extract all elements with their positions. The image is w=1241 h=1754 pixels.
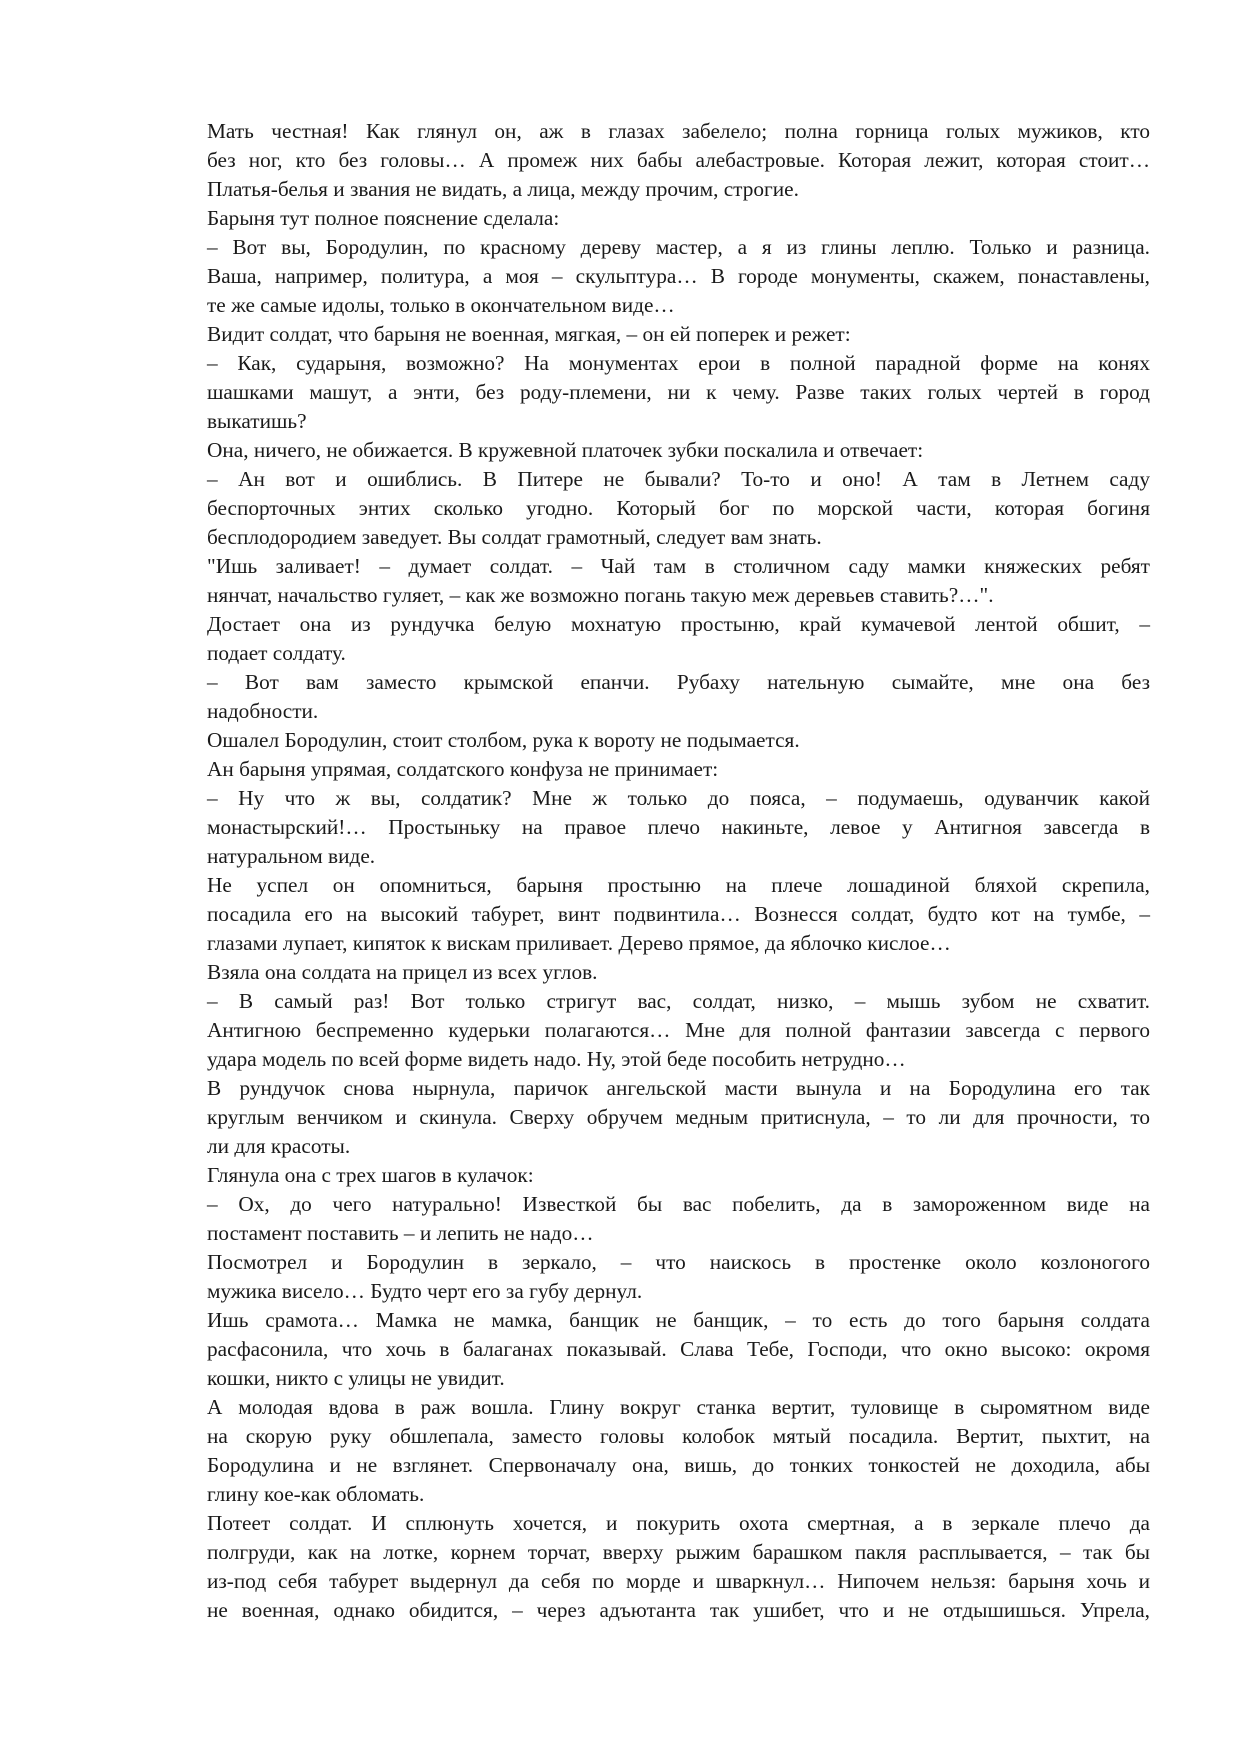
paragraph: [148, 1393, 1150, 1509]
page-text: [148, 117, 1150, 1625]
text-line: Посмотрел и Бородулин в зеркало, – что наискось в простенке около козлоногого: [207, 1250, 1150, 1274]
text-line: В рундучок снова нырнула, паричок ангельской масти вынула и на Бородулина его так: [207, 1076, 1150, 1100]
text-line: выкатишь?: [207, 409, 307, 433]
paragraph: [148, 755, 1150, 784]
text-line: на скорую руку обшлепала, заместо головы колобок мятый посадила. Вертит, пыхтит, на: [207, 1424, 1150, 1448]
paragraph: [148, 117, 1150, 204]
text-line: нянчат, начальство гуляет, – как же возможно погань такую меж деревьев ставить?…".: [207, 583, 994, 607]
paragraph: [148, 726, 1150, 755]
text-line: Глянула она с трех шагов в кулачок:: [207, 1163, 534, 1187]
paragraph: [148, 204, 1150, 233]
text-line: Она, ничего, не обижается. В кружевной платочек зубки поскалила и отвечает:: [207, 438, 924, 462]
paragraph: [148, 958, 1150, 987]
text-line: – Вот вы, Бородулин, по красному дереву мастер, а я из глины леплю. Только и разница.: [207, 235, 1150, 259]
text-line: "Ишь заливает! – думает солдат. – Чай там в столичном саду мамки княжеских ребят: [207, 554, 1150, 578]
paragraph: [148, 1509, 1150, 1625]
text-line: глазами лупает, кипяток к вискам приливает. Дерево прямое, да яблочко кислое…: [207, 931, 951, 955]
text-line: постамент поставить – и лепить не надо…: [207, 1221, 594, 1245]
text-line: Ишь срамота… Мамка не мамка, банщик не банщик, – то есть до того барыня солдата: [207, 1308, 1150, 1332]
paragraph: [148, 610, 1150, 668]
paragraph: [148, 552, 1150, 610]
text-line: Не успел он опомниться, барыня простыню на плече лошадиной бляхой скрепила,: [207, 873, 1150, 897]
text-line: посадила его на высокий табурет, винт подвинтила… Вознесся солдат, будто кот на тумбе, –: [207, 902, 1150, 926]
text-line: – Как, сударыня, возможно? На монументах ерои в полной парадной форме на конях: [207, 351, 1150, 375]
text-line: А молодая вдова в раж вошла. Глину вокруг станка вертит, туловище в сыромятном виде: [207, 1395, 1150, 1419]
text-line: ли для красоты.: [207, 1134, 351, 1158]
paragraph: [148, 871, 1150, 958]
text-line: из-под себя табурет выдернул да себя по морде и шваркнул… Нипочем нельзя: барыня хочь и: [207, 1569, 1150, 1593]
text-line: Платья-белья и звания не видать, а лица, между прочим, строгие.: [207, 177, 799, 201]
text-line: Ан барыня упрямая, солдатского конфуза не принимает:: [207, 757, 719, 781]
text-line: круглым венчиком и скинула. Сверху обручем медным притиснула, – то ли для прочности, то: [207, 1105, 1150, 1129]
text-line: Мать честная! Как глянул он, аж в глазах забелело; полна горница голых мужиков, кто: [207, 119, 1150, 143]
text-line: подает солдату.: [207, 641, 346, 665]
text-line: бесплодородием заведует. Вы солдат грамотный, следует вам знать.: [207, 525, 822, 549]
text-line: Антигною беспременно кудерьки полагаются… Мне для полной фантазии завсегда с первого: [207, 1018, 1150, 1042]
paragraph: [148, 320, 1150, 349]
text-line: Потеет солдат. И сплюнуть хочется, и покурить охота смертная, а в зеркале плечо да: [207, 1511, 1150, 1535]
text-line: натуральном виде.: [207, 844, 376, 868]
text-line: – Ну что ж вы, солдатик? Мне ж только до пояса, – подумаешь, одуванчик какой: [207, 786, 1150, 810]
text-line: Бородулина и не взглянет. Спервоначалу она, вишь, до тонких тонкостей не доходила, абы: [207, 1453, 1150, 1477]
text-line: Ваша, например, политура, а моя – скульптура… В городе монументы, скажем, понаставлены,: [207, 264, 1150, 288]
text-line: Барыня тут полное пояснение сделала:: [207, 206, 560, 230]
text-line: монастырский!… Простыньку на правое плечо накиньте, левое у Антигноя завсегда в: [207, 815, 1150, 839]
text-line: кошки, никто с улицы не увидит.: [207, 1366, 505, 1390]
paragraph: [148, 668, 1150, 726]
paragraph: [148, 465, 1150, 552]
text-line: Видит солдат, что барыня не военная, мягкая, – он ей поперек и режет:: [207, 322, 851, 346]
paragraph: [148, 987, 1150, 1074]
text-line: расфасонила, что хочь в балаганах показывай. Слава Тебе, Господи, что окно высоко: окромя: [207, 1337, 1150, 1361]
text-line: Ошалел Бородулин, стоит столбом, рука к вороту не подымается.: [207, 728, 800, 752]
text-line: – Вот вам заместо крымской епанчи. Рубаху нательную сымайте, мне она без: [207, 670, 1150, 694]
text-line: не военная, однако обидится, – через адъютанта так ушибет, что и не отдышишься. Упрела,: [207, 1598, 1150, 1622]
text-line: без ног, кто без головы… А промеж них бабы алебастровые. Которая лежит, которая стоит…: [207, 148, 1150, 172]
text-line: шашками машут, а энти, без роду-племени, ни к чему. Разве таких голых чертей в город: [207, 380, 1150, 404]
text-line: – Ан вот и ошиблись. В Питере не бывали? То-то и оно! А там в Летнем саду: [207, 467, 1150, 491]
paragraph: [148, 1074, 1150, 1161]
text-line: – Ох, до чего натурально! Известкой бы вас побелить, да в замороженном виде на: [207, 1192, 1150, 1216]
text-line: Достает она из рундучка белую мохнатую простыню, край кумачевой лентой обшит, –: [207, 612, 1150, 636]
text-line: удара модель по всей форме видеть надо. Ну, этой беде пособить нетрудно…: [207, 1047, 906, 1071]
paragraph: [148, 436, 1150, 465]
text-line: мужика висело… Будто черт его за губу дернул.: [207, 1279, 643, 1303]
paragraph: [148, 349, 1150, 436]
text-line: беспорточных энтих сколько угодно. Который бог по морской части, которая богиня: [207, 496, 1150, 520]
text-line: глину кое-как обломать.: [207, 1482, 425, 1506]
paragraph: [148, 1306, 1150, 1393]
text-line: Взяла она солдата на прицел из всех углов.: [207, 960, 598, 984]
paragraph: [148, 233, 1150, 320]
paragraph: [148, 1248, 1150, 1306]
paragraph: [148, 1190, 1150, 1248]
text-line: те же самые идолы, только в окончательном виде…: [207, 293, 675, 317]
paragraph: [148, 784, 1150, 871]
text-line: полгруди, как на лотке, корнем торчат, вверху рыжим барашком пакля расплывается, – так бы: [207, 1540, 1150, 1564]
text-line: надобности.: [207, 699, 319, 723]
text-line: – В самый раз! Вот только стригут вас, солдат, низко, – мышь зубом не схватит.: [207, 989, 1150, 1013]
paragraph: [148, 1161, 1150, 1190]
